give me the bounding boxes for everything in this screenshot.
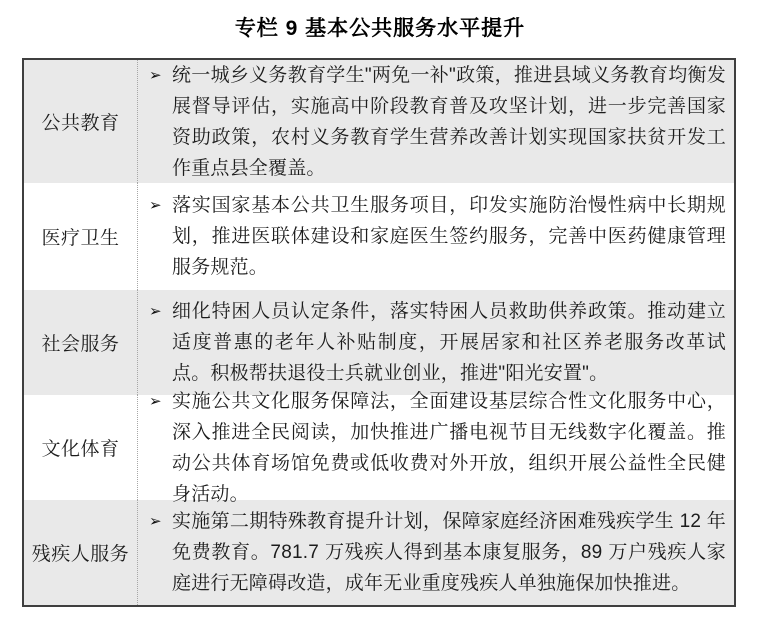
arrow-bullet-icon: ➢: [149, 197, 162, 214]
row-label-culture-sports: 文化体育: [24, 395, 138, 500]
bullet-entry: [149, 386, 726, 510]
table-row: [24, 390, 734, 505]
row-content-cell: [138, 290, 734, 395]
row-content-cell: [138, 60, 734, 183]
row-label-disabled-services: 残疾人服务: [24, 500, 138, 605]
page-title: [0, 0, 760, 58]
arrow-bullet-icon: ➢: [149, 66, 162, 84]
table-row: [24, 500, 734, 605]
bullet-entry: [149, 190, 726, 283]
table-row: [24, 183, 734, 290]
row-label-social-services: 社会服务: [24, 290, 138, 395]
arrow-bullet-icon: ➢: [149, 303, 162, 320]
row-content-cell: [138, 183, 734, 290]
row-content-cell: [138, 500, 734, 605]
row-content-text: 实施公共文化服务保障法，全面建设基层综合性文化服务中心，深入推进全民阅读，加快推进广播电视节目无线数字化覆盖。推动公共体育场馆免费或低收费对外开放，组织开展公益性全民健身活动。: [172, 390, 726, 505]
row-content-cell: [138, 390, 734, 505]
row-label-public-education: 公共教育: [24, 60, 138, 183]
bullet-entry: [149, 60, 726, 184]
row-content-text: 实施第二期特殊教育提升计划，保障家庭经济困难残疾学生 12 年免费教育。781.7 万残疾人得到基本康复服务，89 万户残疾人家庭进行无障碍改造，成年无业重度残疾人单独施保加快推进。: [172, 511, 726, 594]
table-row: [24, 290, 734, 395]
page-title-text: 专栏 9 基本公共服务水平提升: [234, 17, 526, 40]
arrow-bullet-icon: ➢: [149, 513, 162, 530]
bullet-entry: [149, 506, 726, 599]
services-table: [22, 58, 736, 607]
row-content-text: 统一城乡义务教育学生"两免一补"政策，推进县域义务教育均衡发展督导评估，实施高中阶段教育普及攻坚计划，进一步完善国家资助政策，农村义务教育学生营养改善计划实现国家扶贫开发工作重点县全覆盖。: [172, 64, 726, 179]
row-content-text: 落实国家基本公共卫生服务项目，印发实施防治慢性病中长期规划，推进医联体建设和家庭医生签约服务，完善中医药健康管理服务规范。: [172, 195, 726, 278]
row-label-medical-health: 医疗卫生: [24, 183, 138, 290]
row-content-text: 细化特困人员认定条件，落实特困人员救助供养政策。推动建立适度普惠的老年人补贴制度，开展居家和社区养老服务改革试点。积极帮扶退役士兵就业创业，推进"阳光安置"。: [172, 301, 726, 384]
arrow-bullet-icon: ➢: [149, 392, 162, 410]
table-row: [24, 60, 734, 183]
bullet-entry: [149, 296, 726, 389]
